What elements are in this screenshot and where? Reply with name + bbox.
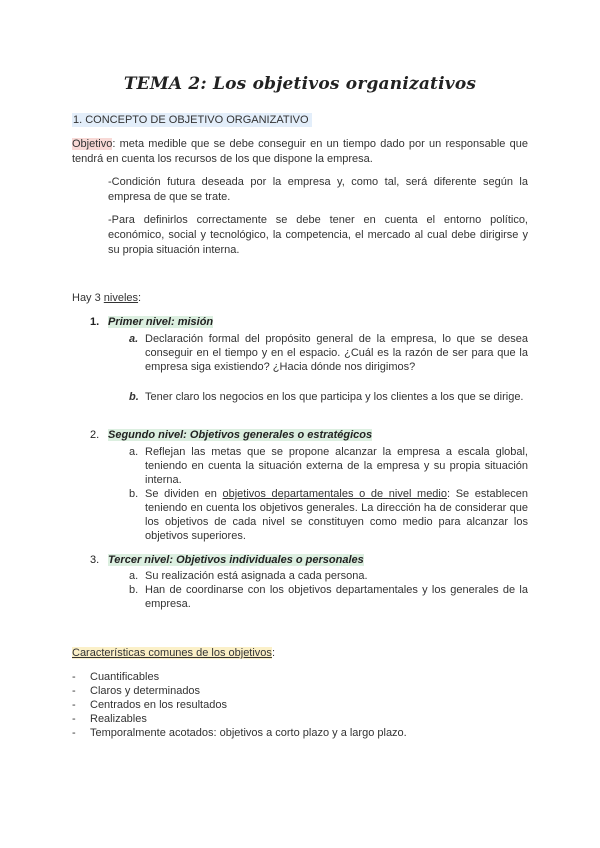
level-2-number: 2. [90, 429, 100, 441]
level-3-item-a [129, 569, 528, 583]
item-text: Han de coordinarse con los objetivos departamentales y los generales de la empresa. [145, 584, 528, 610]
characteristic-item: - Realizables [72, 713, 147, 725]
levels-intro [72, 291, 141, 306]
levels-intro-prefix: Hay 3 [72, 292, 104, 304]
level-1-item-b [129, 390, 528, 404]
item-text-post: : Se establecen teniendo en cuenta los objetivos generales. La dirección ha de considerar que los objetivos de cada nivel se constituyen como medio para alcanzar los objetivos superiores. [145, 488, 529, 542]
level-1-heading [90, 316, 213, 328]
note-paragraph-1: -Condición futura deseada por la empresa y, como tal, será diferente según la empresa de que se trate. [108, 176, 528, 203]
level-1-number: 1. [90, 316, 100, 328]
characteristic-text: Temporalmente acotados: objetivos a corto plazo y a largo plazo. [90, 727, 407, 739]
item-text: Tener claro los negocios en los que participa y los clientes a los que se dirige. [145, 391, 524, 403]
note-paragraph-2: -Para definirlos correctamente se debe tener en cuenta el entorno político, económico, social y tecnológico, la competencia, el mercado al cual debe dirigirse y su propia situación interna. [108, 214, 528, 256]
level-2-item-b [129, 487, 529, 543]
level-2-heading [90, 429, 372, 441]
level-3-title: Tercer nivel: Objetivos individuales o personales [108, 554, 364, 566]
level-3-item-b [129, 583, 528, 611]
characteristic-item: - Cuantificables [72, 671, 160, 683]
item-text-underlined: objetivos departamentales o de nivel medio [222, 488, 447, 500]
item-marker: b. [129, 584, 139, 596]
levels-intro-suffix: : [138, 292, 142, 304]
level-3-heading [90, 554, 364, 566]
characteristic-text: Realizables [90, 713, 147, 725]
characteristic-text: Cuantificables [90, 671, 160, 683]
definition-paragraph [72, 137, 528, 167]
levels-intro-word: niveles [103, 292, 139, 304]
item-text: Declaración formal del propósito general de la empresa, lo que se desea conseguir en el tiempo y en el espacio. ¿Cuál es la razón de ser para que la empresa siga existiendo? ¿Hacia dónde nos dirigimos? [145, 333, 528, 373]
characteristic-item: - Claros y determinados [72, 685, 201, 697]
level-2-title: Segundo nivel: Objetivos generales o estratégicos [108, 429, 373, 441]
characteristic-item: - Temporalmente acotados: objetivos a corto plazo y a largo plazo. [72, 727, 407, 739]
definition-text: : meta medible que se debe conseguir en un tiempo dado por un responsable que tendrá en cuenta los recursos de los que dispone la empresa. [72, 138, 528, 165]
definition-term: Objetivo [72, 138, 113, 150]
item-marker: a. [129, 333, 139, 345]
characteristic-text: Claros y determinados [90, 685, 201, 697]
page-title: TEMA 2: Los objetivos organizativos [123, 74, 477, 94]
characteristics-title: Características comunes de los objetivos [72, 647, 272, 659]
characteristics-heading [72, 646, 275, 661]
item-text-pre: Se dividen en [145, 488, 223, 500]
characteristic-text: Centrados en los resultados [90, 699, 227, 711]
item-marker: a. [129, 570, 139, 582]
item-marker: a. [129, 446, 139, 458]
level-1-title: Primer nivel: misión [108, 316, 214, 328]
item-marker: b. [129, 391, 139, 403]
level-3-number: 3. [90, 554, 100, 566]
level-1-item-a [129, 332, 528, 374]
item-text: Su realización está asignada a cada persona. [145, 570, 368, 582]
item-text: Reflejan las metas que se propone alcanzar la empresa a escala global, teniendo en cuenta la situación externa de la empresa y su propia situación interna. [145, 446, 528, 486]
characteristic-item: - Centrados en los resultados [72, 699, 227, 711]
characteristics-colon: : [271, 647, 275, 659]
section-heading: 1. CONCEPTO DE OBJETIVO ORGANIZATIVO [72, 113, 312, 127]
item-marker: b. [129, 488, 139, 500]
level-2-item-a [129, 445, 528, 487]
